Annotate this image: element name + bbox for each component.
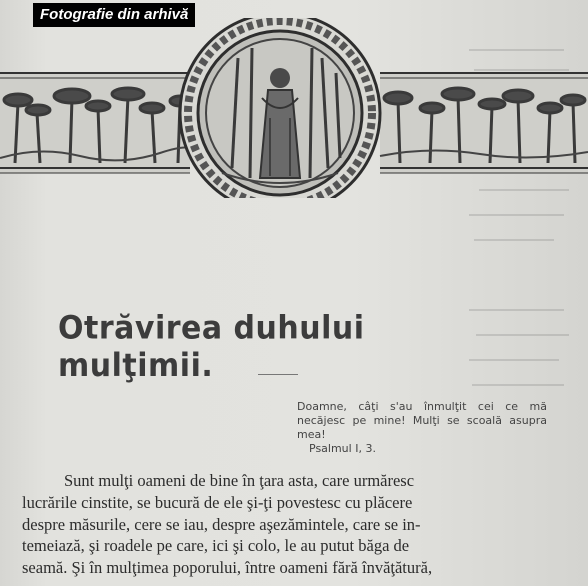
body-line: temeiază, şi roadele pe care, ici şi colo, le au putut băga de [22, 536, 410, 556]
right-forest-engraving [380, 73, 588, 173]
epigraph-quote: Doamne, câţi s'au înmulţit cei ce mă necăjesc pe mine! Mulţi se scoală asupra mea! [297, 400, 547, 441]
body-line: seamă. Şi în mulţimea poporului, între oameni fără învăţătură, [22, 558, 433, 578]
title-divider [258, 374, 298, 375]
central-medallion [180, 18, 380, 198]
article-title: Otrăvirea duhului mulţimii. [58, 309, 365, 385]
epigraph [297, 400, 547, 456]
decorative-header-banner [0, 18, 588, 198]
body-line: despre măsurile, cere se iau, despre aşezămintele, care se in- [22, 514, 421, 534]
archive-photo-caption: Fotografie din arhivă [33, 3, 195, 27]
body-line: Sunt mulţi oameni de bine în ţara asta, care urmăresc [64, 471, 415, 490]
epigraph-source: Psalmul I, 3. [309, 442, 376, 455]
article-body [22, 470, 542, 579]
left-forest-engraving [0, 73, 192, 173]
body-line: lucrările cinstite, se bucură de ele şi-ţi povestesc cu plăcere [22, 492, 413, 512]
